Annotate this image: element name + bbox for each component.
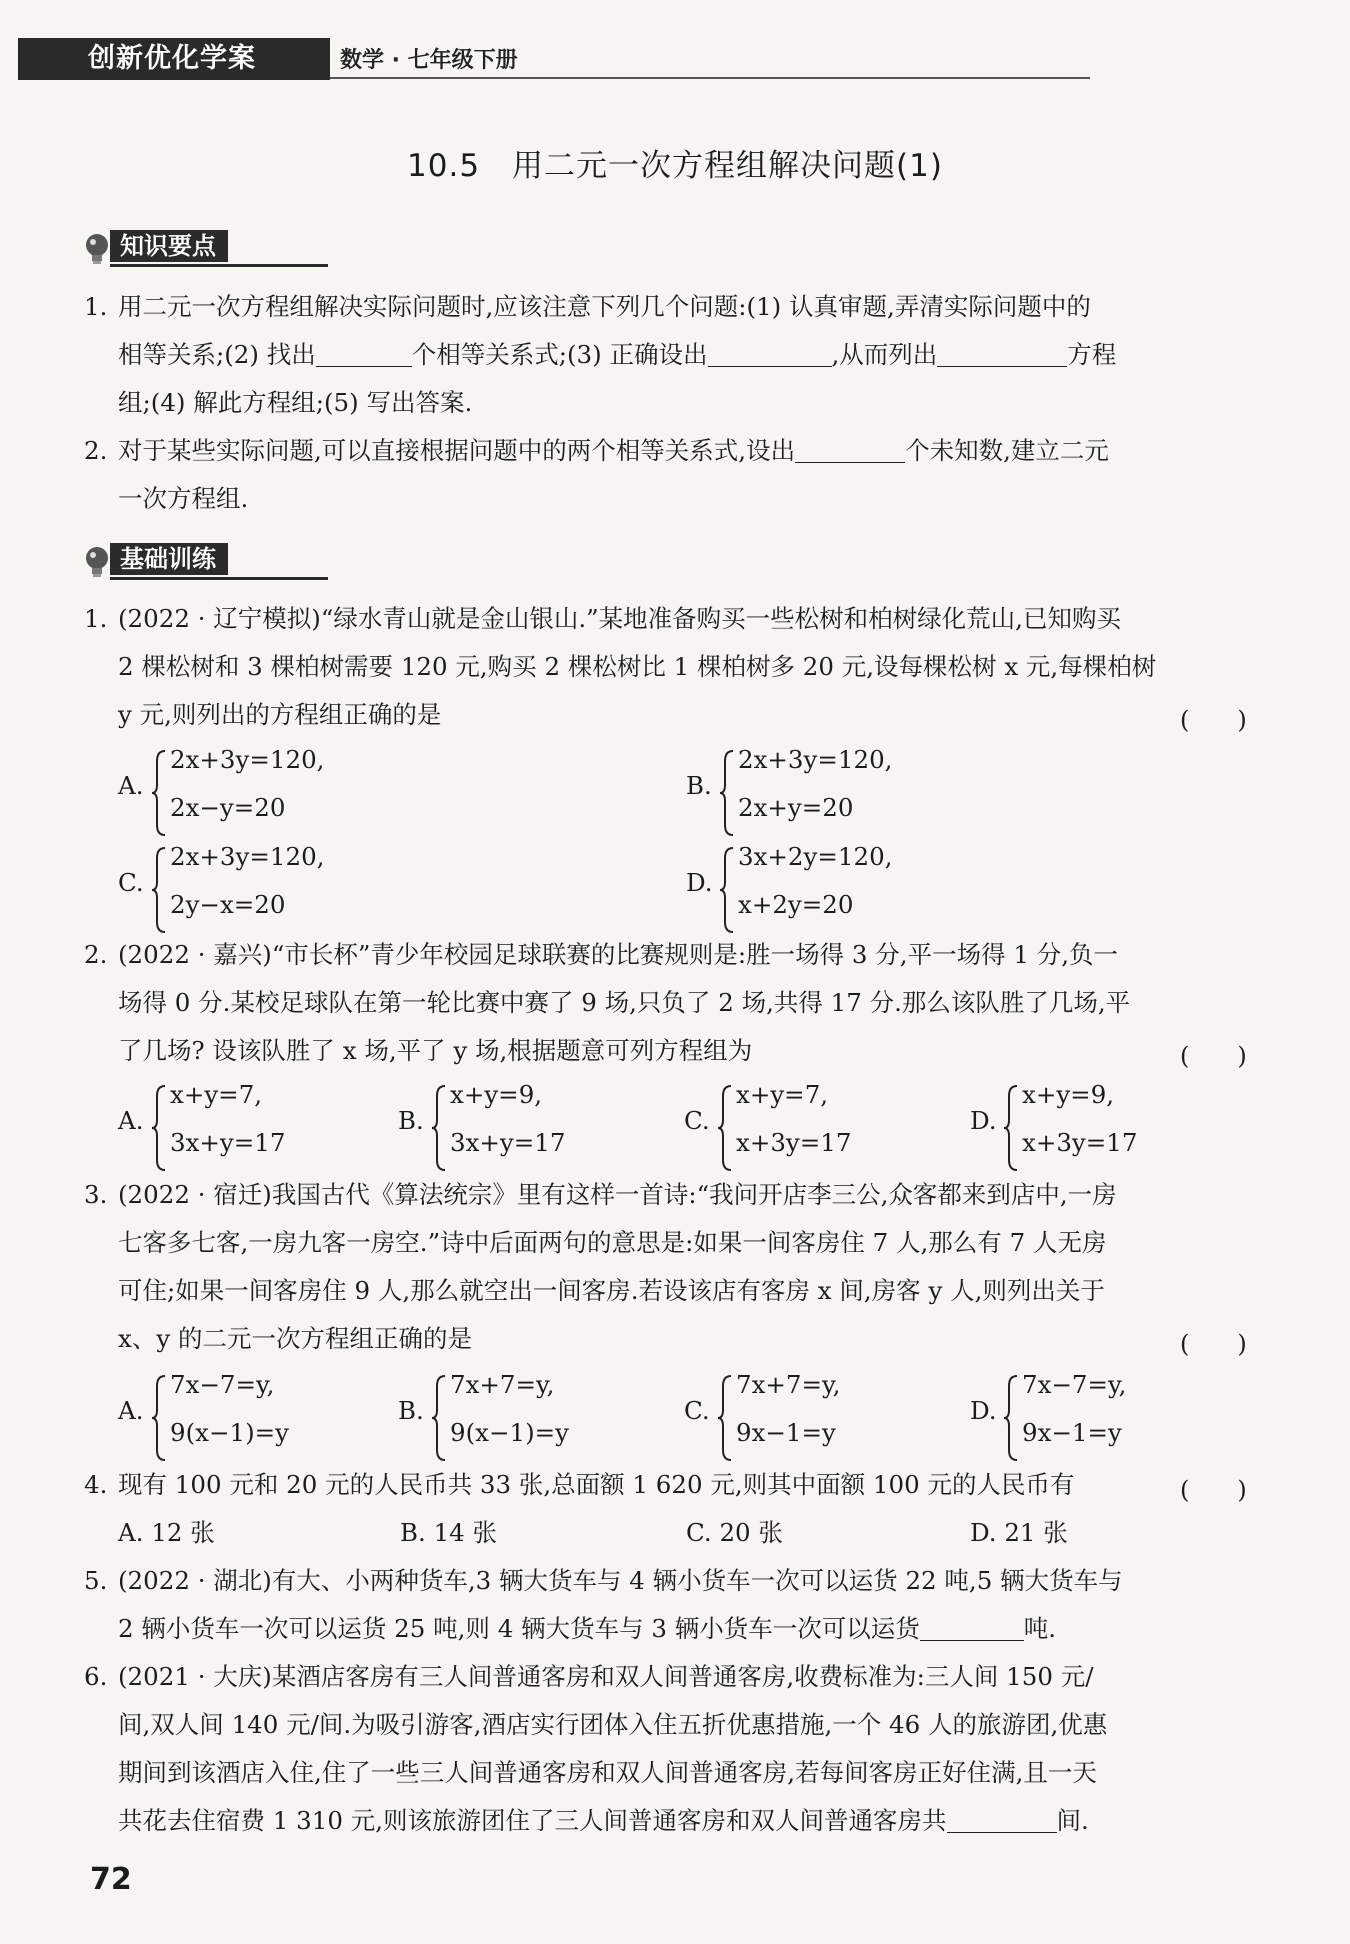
equation: 2x+3y=120, (738, 745, 893, 774)
question-1-line-2: 2 棵松树和 3 棵柏树需要 120 元,购买 2 棵松树比 1 棵柏树多 20 元,设每棵松树 x 元,每棵柏树 (118, 652, 1157, 681)
text-segment: 2 辆小货车一次可以运货 25 吨,则 4 辆大货车与 3 辆小货车一次可以运货 (118, 1614, 920, 1643)
option-letter: C. (684, 1106, 710, 1135)
equation: x+2y=20 (738, 890, 854, 919)
left-brace-icon (151, 846, 167, 934)
left-brace-icon (1003, 1084, 1019, 1172)
equation: x+3y=17 (1022, 1128, 1138, 1157)
lightbulb-icon (82, 232, 112, 266)
left-brace-icon (719, 749, 735, 837)
lightbulb-icon (82, 545, 112, 579)
equation: 3x+y=17 (450, 1128, 566, 1157)
equation: 9(x−1)=y (170, 1418, 290, 1447)
option-a[interactable]: A. 12 张 (118, 1518, 215, 1547)
text-line: (2022 · 辽宁模拟)“绿水青山就是金山银山.”某地准备购买一些松树和柏树绿化荒山,已知购买 (118, 604, 1121, 633)
equation: 7x+7=y, (450, 1370, 555, 1399)
option-letter: D. (970, 1396, 997, 1425)
equation: 9x−1=y (736, 1418, 836, 1447)
page-header (18, 38, 1068, 80)
question-1-line-3: y 元,则列出的方程组正确的是 (118, 700, 442, 729)
text-segment: 间. (1056, 1806, 1089, 1835)
text-line: (2021 · 大庆)某酒店客房有三人间普通客房和双人间普通客房,收费标准为:三人间 150 元/ (118, 1662, 1094, 1691)
question-2-line-3: 了几场? 设该队胜了 x 场,平了 y 场,根据题意可列方程组为 (118, 1036, 753, 1065)
equation: 2y−x=20 (170, 890, 286, 919)
question-2-line-2: 场得 0 分.某校足球队在第一轮比赛中赛了 9 场,只负了 2 场,共得 17 分.那么该队胜了几场,平 (118, 988, 1131, 1017)
fill-blank[interactable] (316, 342, 412, 367)
left-brace-icon (1003, 1374, 1019, 1462)
text-segment: 个未知数,建立二元 (905, 436, 1109, 465)
fill-blank[interactable] (795, 438, 905, 463)
option-letter: D. (970, 1106, 997, 1135)
text-segment: 对于某些实际问题,可以直接根据问题中的两个相等关系式,设出 (118, 436, 796, 465)
option-d[interactable]: D. 21 张 (970, 1518, 1068, 1547)
equation: 7x−7=y, (1022, 1370, 1127, 1399)
question-5 (84, 1566, 1123, 1596)
item-number: 1. (84, 292, 108, 321)
equation: x+y=7, (170, 1080, 263, 1109)
text-line: (2022 · 湖北)有大、小两种货车,3 辆大货车与 4 辆小货车一次可以运货 22 吨,5 辆大货车与 (118, 1566, 1123, 1595)
left-brace-icon (717, 1084, 733, 1172)
brand-logo: 创新优化学案 (18, 38, 330, 80)
section-knowledge-label: 知识要点 (110, 230, 228, 262)
left-brace-icon (431, 1084, 447, 1172)
page-title: 10.5 用二元一次方程组解决问题(1) (407, 148, 943, 184)
header-divider (330, 77, 1090, 79)
item-number: 3. (84, 1180, 108, 1209)
left-brace-icon (151, 1374, 167, 1462)
question-2 (84, 940, 1119, 970)
question-3-line-4: x、y 的二元一次方程组正确的是 (118, 1324, 472, 1353)
equation: 9x−1=y (1022, 1418, 1122, 1447)
section-rule (110, 264, 328, 267)
text-segment: 吨. (1023, 1614, 1057, 1643)
option-letter: A. (118, 771, 144, 800)
question-6 (84, 1662, 1094, 1692)
question-6-line-2: 间,双人间 140 元/间.为吸引游客,酒店实行团体入住五折优惠措施,一个 46 人的旅游团,优惠 (118, 1710, 1108, 1739)
item-number: 2. (84, 940, 108, 969)
answer-parentheses[interactable]: ( ) (1180, 1330, 1247, 1358)
left-brace-icon (431, 1374, 447, 1462)
knowledge-point-1-line-3: 组;(4) 解此方程组;(5) 写出答案. (118, 388, 473, 417)
fill-blank[interactable] (937, 342, 1067, 367)
equation: x+y=9, (1022, 1080, 1115, 1109)
answer-parentheses[interactable]: ( ) (1180, 1042, 1247, 1070)
equation: x+y=9, (450, 1080, 543, 1109)
text-line: (2022 · 宿迁)我国古代《算法统宗》里有这样一首诗:“我问开店李三公,众客都来到店中,一房 (118, 1180, 1117, 1209)
question-6-line-3: 期间到该酒店入住,住了一些三人间普通客房和双人间普通客房,若每间客房正好住满,且一天 (118, 1758, 1097, 1787)
equation: 2x+3y=120, (170, 842, 325, 871)
option-letter: B. (398, 1106, 424, 1135)
text-segment: 共花去住宿费 1 310 元,则该旅游团住了三人间普通客房和双人间普通客房共 (118, 1806, 947, 1835)
option-letter: B. (686, 771, 712, 800)
left-brace-icon (151, 749, 167, 837)
equation: x+y=7, (736, 1080, 829, 1109)
item-number: 6. (84, 1662, 108, 1691)
text-segment: 个相等关系式;(3) 正确设出 (411, 340, 708, 369)
equation: 7x−7=y, (170, 1370, 275, 1399)
left-brace-icon (717, 1374, 733, 1462)
equation: 2x+3y=120, (170, 745, 325, 774)
equation: 2x−y=20 (170, 793, 286, 822)
text-segment: ,从而列出 (831, 340, 938, 369)
equation: 2x+y=20 (738, 793, 854, 822)
text-line: 用二元一次方程组解决实际问题时,应该注意下列几个问题:(1) 认真审题,弄清实际问题中的 (118, 292, 1091, 321)
equation: x+3y=17 (736, 1128, 852, 1157)
item-number: 4. (84, 1470, 108, 1499)
subject-label: 数学 · 七年级下册 (340, 48, 518, 73)
question-6-line-4 (118, 1806, 1089, 1836)
option-letter: B. (398, 1396, 424, 1425)
page-number: 72 (90, 1862, 132, 1897)
question-5-line-2 (118, 1614, 1056, 1644)
answer-parentheses[interactable]: ( ) (1180, 1476, 1247, 1504)
left-brace-icon (719, 846, 735, 934)
left-brace-icon (151, 1084, 167, 1172)
option-letter: A. (118, 1396, 144, 1425)
fill-blank[interactable] (920, 1616, 1024, 1641)
question-1 (84, 604, 1121, 634)
text-segment: 相等关系;(2) 找出 (118, 340, 316, 369)
option-letter: D. (686, 868, 713, 897)
text-line: (2022 · 嘉兴)“市长杯”青少年校园足球联赛的比赛规则是:胜一场得 3 分,平一场得 1 分,负一 (118, 940, 1119, 969)
equation: 3x+y=17 (170, 1128, 286, 1157)
section-rule (110, 577, 328, 580)
knowledge-point-2-line-2: 一次方程组. (118, 484, 249, 513)
section-training-label: 基础训练 (110, 543, 228, 575)
question-3-line-3: 可住;如果一间客房住 9 人,那么就空出一间客房.若设该店有客房 x 间,房客 y 人,则列出关于 (118, 1276, 1105, 1305)
equation: 9(x−1)=y (450, 1418, 570, 1447)
equation: 7x+7=y, (736, 1370, 841, 1399)
option-letter: A. (118, 1106, 144, 1135)
knowledge-point-1 (84, 292, 1091, 322)
knowledge-point-1-line-2 (118, 340, 1116, 370)
option-letter: C. (684, 1396, 710, 1425)
question-4 (84, 1470, 1075, 1500)
item-number: 1. (84, 604, 108, 633)
equation: 3x+2y=120, (738, 842, 893, 871)
text-segment: 方程 (1067, 340, 1117, 369)
item-number: 2. (84, 436, 108, 465)
option-c[interactable]: C. 20 张 (686, 1518, 783, 1547)
text-line: 现有 100 元和 20 元的人民币共 33 张,总面额 1 620 元,则其中面额 100 元的人民币有 (118, 1470, 1075, 1499)
question-3 (84, 1180, 1117, 1210)
option-letter: C. (118, 868, 144, 897)
option-b[interactable]: B. 14 张 (400, 1518, 498, 1547)
answer-parentheses[interactable]: ( ) (1180, 706, 1247, 734)
question-3-line-2: 七客多七客,一房九客一房空.”诗中后面两句的意思是:如果一间客房住 7 人,那么有 7 人无房 (118, 1228, 1107, 1257)
item-number: 5. (84, 1566, 108, 1595)
fill-blank[interactable] (947, 1808, 1057, 1833)
knowledge-point-2 (84, 436, 1109, 466)
fill-blank[interactable] (708, 342, 832, 367)
